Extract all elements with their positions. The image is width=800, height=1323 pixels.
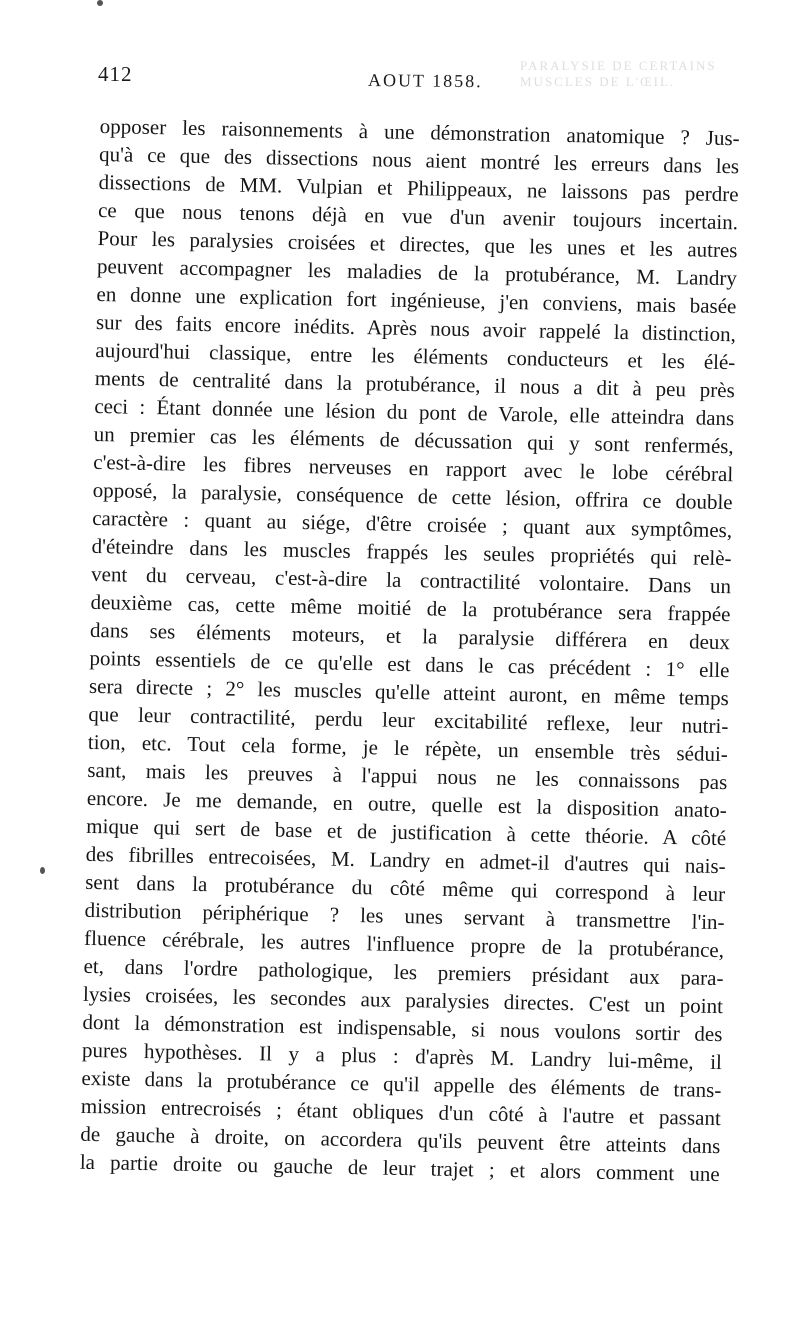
- text-line: lysies croisées, les secondes aux paralysies directes. C'est un point: [82, 981, 724, 1019]
- text-line: qu'à ce que des dissections nous aient montré les erreurs dans les: [98, 141, 740, 179]
- text-line: ments de centralité dans la protubérance, il nous a dit à peu près: [94, 365, 736, 403]
- text-line: c'est-à-dire les fibres nerveuses en rapport avec le lobe cérébral: [93, 449, 734, 487]
- text-line: deuxième cas, cette même moitié de la protubérance sera frappée: [90, 589, 731, 627]
- text-line: dans ses éléments moteurs, et la paralysie différera en deux: [89, 617, 731, 655]
- text-line: encore. Je me demande, en outre, quelle est la disposition anato-: [86, 785, 727, 823]
- text-line: en donne une explication fort ingénieuse, j'en conviens, mais basée: [96, 281, 737, 319]
- text-line: un premier cas les éléments de décussation qui y sont renfermés,: [93, 421, 734, 459]
- text-line: tion, etc. Tout cela forme, je le répète, un ensemble très sédui-: [87, 729, 729, 767]
- text-line: existe dans la protubérance ce qu'il appelle des éléments de trans-: [81, 1065, 722, 1103]
- text-line: des fibrilles entrecoisées, M. Landry en admet-il d'autres qui nais-: [85, 841, 726, 879]
- ink-speck-top: [97, 0, 103, 6]
- text-line: la partie droite ou gauche de leur trajet ; et alors comment une: [79, 1149, 720, 1187]
- text-line: mique qui sert de base et de justification à cette théorie. A côté: [86, 813, 727, 851]
- text-line: opposer les raisonnements à une démonstration anatomique ? Jus-: [99, 113, 740, 151]
- text-line: sur des faits encore inédits. Après nous avoir rappelé la distinction,: [95, 309, 737, 347]
- text-line: de gauche à droite, on accordera qu'ils peuvent être atteints dans: [80, 1121, 721, 1159]
- text-line: vent du cerveau, c'est-à-dire la contractilité volontaire. Dans un: [90, 561, 732, 599]
- page-header: [98, 62, 738, 98]
- text-line: caractère : quant au siége, d'être croisée ; quant aux symptômes,: [91, 505, 733, 543]
- text-line: sent dans la protubérance du côté même qui correspond à leur: [84, 869, 726, 907]
- text-line: aujourd'hui classique, entre les éléments conducteurs et les élé-: [95, 337, 736, 375]
- text-line: d'éteindre dans les muscles frappés les seules propriétés qui relè-: [91, 533, 732, 571]
- text-line: sant, mais les preuves à l'appui nous ne les connaissons pas: [87, 757, 728, 795]
- text-line: dissections de MM. Vulpian et Philippeaux, ne laissons pas perdre: [98, 169, 739, 207]
- running-head: AOUT 1858.: [367, 70, 483, 92]
- text-line: Pour les paralysies croisées et directes, que les unes et les autres: [97, 225, 738, 263]
- text-line: fluence cérébrale, les autres l'influence propre de la protubérance,: [83, 925, 725, 963]
- ink-speck-left: [40, 867, 45, 874]
- text-line: peuvent accompagner les maladies de la protubérance, M. Landry: [96, 253, 738, 291]
- text-line: ce que nous tenons déjà en vue d'un avenir toujours incertain.: [97, 197, 739, 235]
- text-line: mission entrecroisés ; étant obliques d'un côté à l'autre et passant: [80, 1093, 722, 1131]
- text-line: distribution périphérique ? les unes servant à transmettre l'in-: [84, 897, 725, 935]
- text-line: et, dans l'ordre pathologique, les premiers présidant aux para-: [83, 953, 724, 991]
- body-text: [80, 112, 740, 1188]
- page-number: 412: [98, 62, 133, 86]
- text-line: que leur contractilité, perdu leur excitabilité reflexe, leur nutri-: [88, 701, 729, 739]
- text-line: ceci : Étant donnée une lésion du pont de Varole, elle atteindra dans: [94, 393, 735, 431]
- text-line: opposé, la paralysie, conséquence de cette lésion, offrira ce double: [92, 477, 733, 515]
- text-line: pures hypothèses. Il y a plus : d'après M. Landry lui-même, il: [81, 1037, 723, 1075]
- text-line: points essentiels de ce qu'elle est dans le cas précédent : 1° elle: [89, 645, 730, 683]
- text-line: sera directe ; 2° les muscles qu'elle atteint auront, en même temps: [88, 673, 730, 711]
- bleed-through-text: PARALYSIE DE CERTAINS MUSCLES DE L'ŒIL.: [520, 58, 717, 89]
- text-line: dont la démonstration est indispensable, si nous voulons sortir des: [82, 1009, 723, 1047]
